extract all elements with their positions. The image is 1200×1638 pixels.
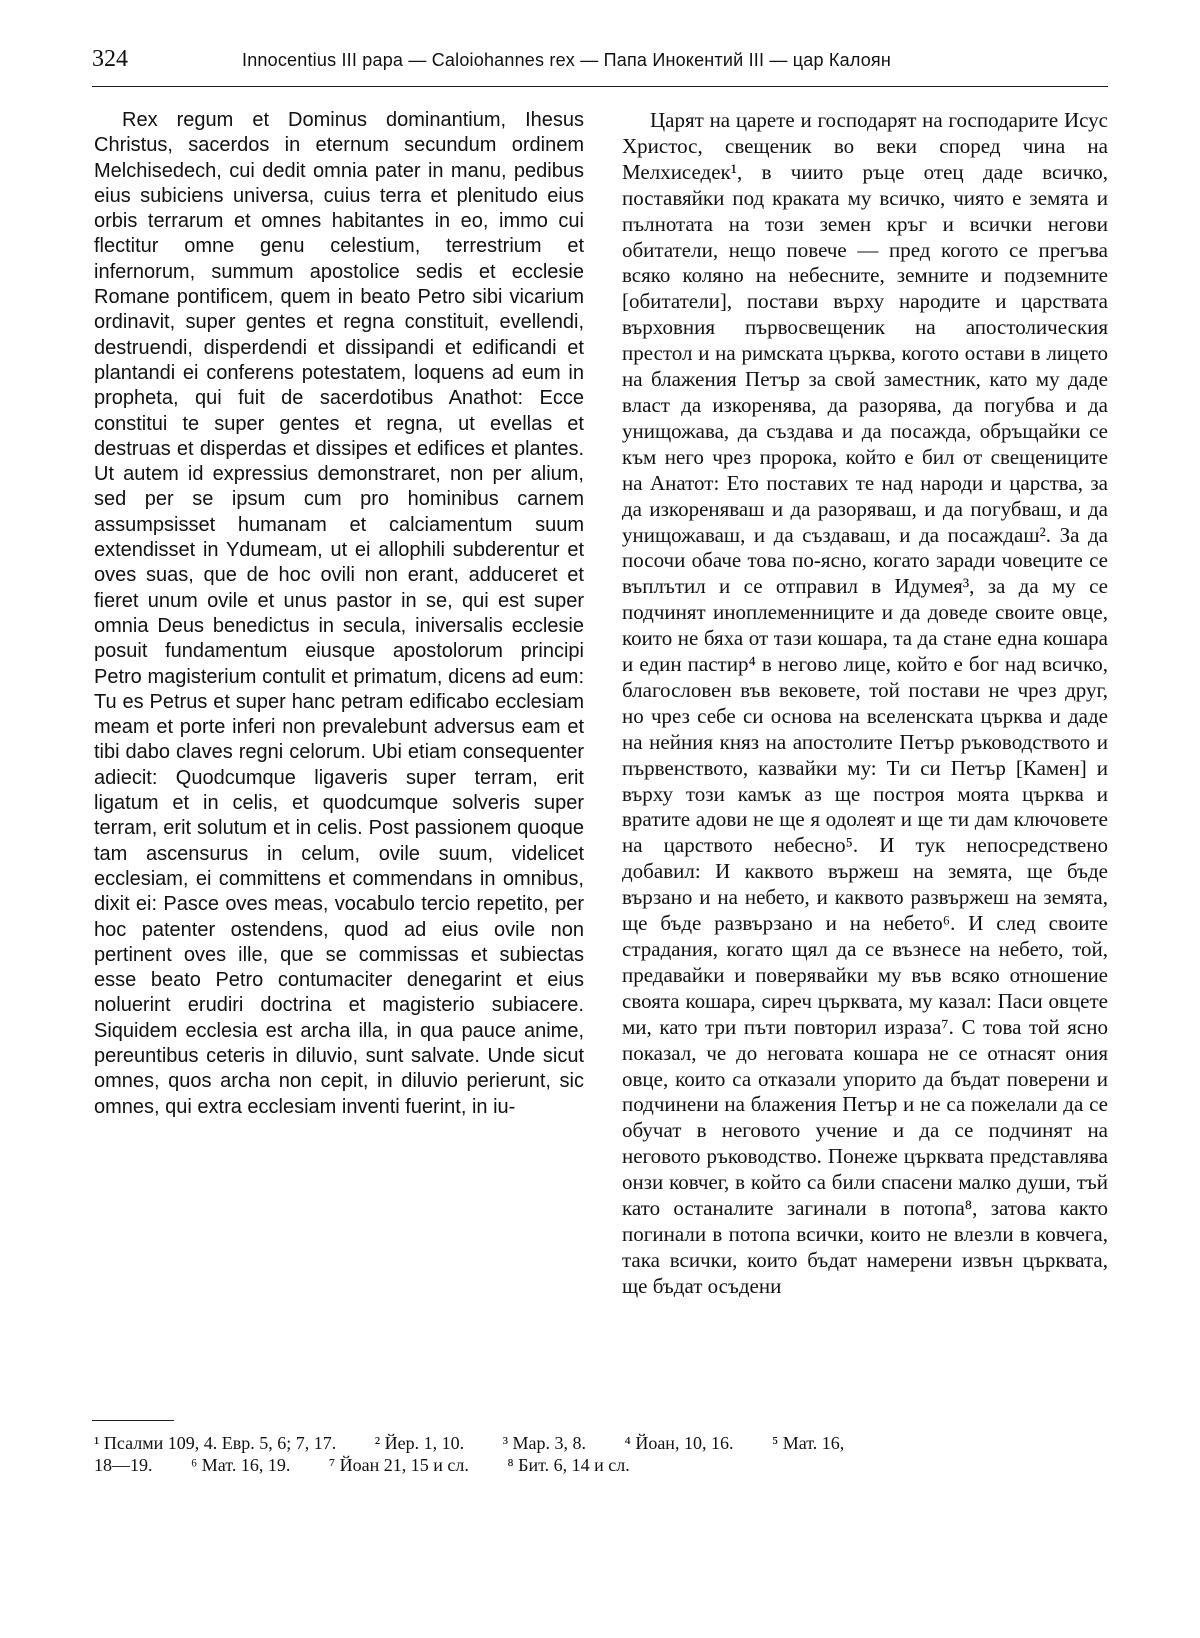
footnote-8: ⁸ Бит. 6, 14 и сл. [507,1455,630,1475]
page-number: 324 [92,46,128,72]
running-title: Innocentius III papa — Caloiohannes rex — Папа Инокентий III — цар Калоян [242,50,892,70]
footnote-line-1 [94,1432,1108,1454]
latin-column [94,108,584,1120]
footnote-3: ³ Мар. 3, 8. [502,1433,587,1453]
footnotes [94,1432,1108,1476]
footnote-5: ⁵ Мат. 16, [771,1433,845,1453]
footnote-7: ⁷ Йоан 21, 15 и сл. [328,1455,469,1475]
footnote-1: ¹ Псалми 109, 4. Евр. 5, 6; 7, 17. [94,1433,337,1453]
bulgarian-paragraph: Царят на царете и господарят на господарите Исус Христос, свещеник во веки според чина на Мелхиседек¹, в чиито ръце отец даде всичко, поставяйки под краката му всичко, чиято е земята и пълнотата на този земен кръг и всички негови обитатели, нещо повече — пред когото се прегъва всяко коляно на небесните, земните и подземните [обитатели], постави върху народите и царствата върховния първосвещеник на апостолическия престол и на римската църква, когото остави в лицето на блажения Петър за свой заместник, като му даде власт да изкоренява, да разорява, да погубва и да унищожава, да създава и да посажда, обръщайки се към него чрез пророка, който е бил от свещениците на Анатот: Ето поставих те над народи и царства, за да изкореняваш и да разоряваш, и да погубваш, и да унищожаваш, и да създаваш, и да посаждаш². За да посочи обаче това по-ясно, когато заради човеците се въплътил и се отправил в Идумея³, за да му се подчинят иноплеменниците и да доведе своите овце, които не бяха от тази кошара, та да стане една кошара и един пастир⁴ в негово лице, който е бог над всичко, благословен във вековете, той постави не чрез друг, но чрез себе си основа на вселенската църква и даде на нейния княз на апостолите Петър ръководството и първенството, казвайки му: Ти си Петър [Камен] и върху този камък аз ще построя моята църква и вратите адови не ще я одолеят и ще ти дам ключовете на царството небесно⁵. И тук непосредствено добавил: И каквото вържеш на земята, ще бъде вързано и на небето, и каквото развържеш на земята, ще бъде развързано и на небето⁶. И след своите страдания, когато щял да се възнесе на небето, той, предавайки и поверявайки му във всяко отношение своята кошара, сиреч църквата, му казал: Паси овцете ми, като три пъти повторил израза⁷. С това той ясно показал, че до неговата кошара не се отнасят ония овце, които са отказали упорито да бъдат поверени и подчинени на блажения Петър и не са пожелали да се обучат в неговото учение и да се подчинят на неговото ръководство. Понеже църквата представлява онзи ковчег, в който са били спасени малко души, тъй като останалите загинали в потопа⁸, затова както погинали в потопа всички, които не влезли в ковчега, така всички, които бъдат намерени извън църквата, ще бъдат осъдени [622,108,1108,1298]
bulgarian-column [622,108,1108,1300]
footnote-line-2 [94,1454,1108,1476]
running-header [92,44,1108,87]
footnote-2: ² Йер. 1, 10. [374,1433,465,1453]
footnote-5-continued: 18—19. [94,1455,153,1475]
latin-paragraph: Rex regum et Dominus dominantium, Ihesus Christus, sacerdos in eternum secundum ordinem Melchisedech, cui dedit omnia pater in manu, pedibus eius subiciens universa, cuius terra et plenitudo eius orbis terrarum et omnes habitantes in eo, immo cui flectitur omne genu celestium, terrestrium et infernorum, summum apostolice sedis et ecclesie Romane pontificem, quem in beato Petro sibi vicarium ordinavit, super gentes et regna constituit, evellendi, destruendi, disperdendi et dissipandi et edificandi et plantandi ei conferens potestatem, loquens ad eum in propheta, qui fuit de sacerdotibus Anathot: Ecce constitui te super gentes et regna, ut evellas et destruas et disperdas et dissipes et edifices et plantes. Ut autem id expressius demonstraret, non per alium, sed per se ipsum cum pro hominibus carnem assumpsisset humanam et calciamentum suum extendisset in Ydumeam, ut ei allophili subderentur et oves suas, que de hoc ovili non erant, adduceret et fieret unum ovile et unus pastor in se, qui est super omnia Deus benedictus in secula, iniversalis ecclesie posuit fundamentum eiusque apostolorum principi Petro magisterium contulit et primatum, dicens ad eum: Tu es Petrus et super hanc petram edificabo ecclesiam meam et porte inferi non prevalebunt adversus eam et tibi dabo claves regni celorum. Ubi etiam consequenter adiecit: Quodcumque ligaveris super terram, erit ligatum et in celis, et quodcumque solveris super terram, erit solutum et in celis. Post passionem quoque tam ascensurus in celum, ovile suum, videlicet ecclesiam, ei committens et commendans in omnibus, dixit ei: Pasce oves meas, vocabulo tercio repetito, per hoc patenter ostendens, quod ad eius ovile non pertinent oves ille, que se commissas et subiectas esse beato Petro contumaciter denegarint et eius noluerint erudiri doctrina et magisterio subiacere. Siquidem ecclesia est archa illa, in qua pauce anime, pereuntibus ceteris in diluvio, sunt salvate. Unde sicut omnes, quos archa non cepit, in diluvio perierunt, sic omnes, qui extra ecclesiam inventi fuerint, in iu- [94,109,584,1118]
footnote-6: ⁶ Мат. 16, 19. [191,1455,291,1475]
footnote-divider [92,1420,174,1421]
footnote-4: ⁴ Йоан, 10, 16. [624,1433,734,1453]
